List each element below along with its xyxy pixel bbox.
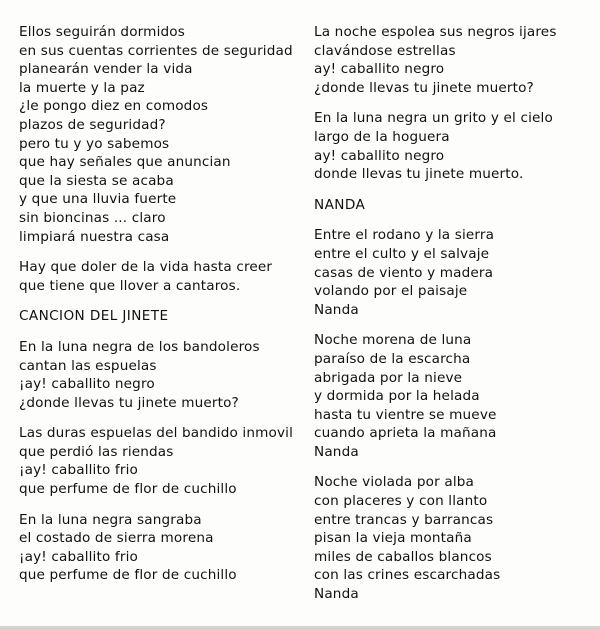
lyric-line: ¿le pongo diez en comodos <box>19 98 209 115</box>
lyric-line: ay! caballito negro <box>314 61 445 78</box>
lyric-line: Hay que doler de la vida hasta creer <box>19 259 273 276</box>
stanza <box>314 473 594 603</box>
stanza <box>314 109 594 183</box>
lyric-line: casas de viento y madera <box>314 264 494 281</box>
lyric-line: con las crines escarchadas <box>314 567 501 584</box>
song-title: CANCION DEL JINETE <box>19 308 169 325</box>
lyric-line: Noche violada por alba <box>314 474 475 491</box>
lyric-line: que hay señales que anuncian <box>19 154 231 171</box>
lyric-line: ¿donde llevas tu jinete muerto? <box>314 79 534 96</box>
stanza-spacer <box>314 184 594 196</box>
stanza-spacer <box>19 412 294 424</box>
lyric-line: ay! caballito negro <box>314 147 445 164</box>
lyric-line: entre el culto y el salvaje <box>314 245 490 262</box>
lyric-line: Nanda <box>314 586 359 603</box>
stanza-spacer <box>19 246 294 258</box>
lyric-line: que perdió las riendas <box>19 443 174 460</box>
lyric-line: con placeres y con llanto <box>314 493 488 510</box>
lyric-line: que perfume de flor de cuchillo <box>19 481 237 498</box>
lyric-line: Noche morena de luna <box>314 332 472 349</box>
lyric-line: el costado de sierra morena <box>19 530 214 547</box>
lyric-line: ¡ay! caballito frio <box>19 548 138 565</box>
lyric-line: cuando aprieta la mañana <box>314 425 497 442</box>
lyric-line: entre trancas y barrancas <box>314 511 494 528</box>
lyric-line: largo de la hoguera <box>314 128 450 145</box>
stanza <box>19 338 294 412</box>
lyric-line: Nanda <box>314 443 359 460</box>
song-title: NANDA <box>314 196 366 213</box>
stanza <box>314 331 594 461</box>
lyric-line: miles de caballos blancos <box>314 548 492 565</box>
lyric-line: y dormida por la helada <box>314 388 480 405</box>
stanza <box>19 258 294 295</box>
lyric-line: ¡ay! caballito frio <box>19 462 138 479</box>
right-column <box>314 23 594 604</box>
stanza-spacer <box>19 295 294 307</box>
lyric-line: Las duras espuelas del bandido inmovil <box>19 425 294 442</box>
stanza <box>314 23 594 97</box>
lyric-line: hasta tu vientre se mueve <box>314 406 497 423</box>
lyric-line: En la luna negra un grito y el cielo <box>314 110 553 127</box>
stanza-spacer <box>314 319 594 331</box>
lyric-line: pero tu y yo sabemos <box>19 135 170 152</box>
lyric-line: cantan las espuelas <box>19 357 157 374</box>
lyric-line: pisan la vieja montaña <box>314 530 472 547</box>
stanza-spacer <box>19 499 294 511</box>
lyric-line: En la luna negra de los bandoleros <box>19 338 260 355</box>
lyric-line: abrigada por la nieve <box>314 369 463 386</box>
lyric-line: Ellos seguirán dormidos <box>19 24 185 40</box>
lyric-line: volando por el paisaje <box>314 283 468 300</box>
lyric-line: Nanda <box>314 301 359 318</box>
lyric-line: que tiene que llover a cantaros. <box>19 277 241 294</box>
lyric-line: donde llevas tu jinete muerto. <box>314 166 524 183</box>
lyric-line: plazos de seguridad? <box>19 116 166 133</box>
stanza <box>19 511 294 585</box>
lyric-line: sin bioncinas ... claro <box>19 209 166 226</box>
lyric-line: planearán vender la vida <box>19 61 193 78</box>
lyric-line: ¿donde llevas tu jinete muerto? <box>19 394 239 411</box>
left-column <box>19 23 294 585</box>
stanza-spacer <box>19 326 294 338</box>
lyric-line: Entre el rodano y la sierra <box>314 227 495 244</box>
lyric-line: la muerte y la paz <box>19 79 145 96</box>
stanza <box>19 23 294 246</box>
stanza-spacer <box>314 214 594 226</box>
stanza <box>19 424 294 498</box>
lyric-line: clavándose estrellas <box>314 42 456 59</box>
stanza-spacer <box>314 97 594 109</box>
stanza-spacer <box>314 461 594 473</box>
stanza <box>314 226 594 319</box>
lyric-line: que la siesta se acaba <box>19 172 174 189</box>
lyric-line: La noche espolea sus negros ijares <box>314 24 557 40</box>
lyric-line: en sus cuentas corrientes de seguridad <box>19 42 293 59</box>
lyric-line: ¡ay! caballito negro <box>19 376 155 393</box>
lyric-line: limpiará nuestra casa <box>19 228 170 245</box>
lyric-line: En la luna negra sangraba <box>19 511 202 528</box>
lyric-line: paraíso de la escarcha <box>314 350 471 367</box>
lyric-line: y que una lluvia fuerte <box>19 191 177 208</box>
lyric-line: que perfume de flor de cuchillo <box>19 567 237 584</box>
